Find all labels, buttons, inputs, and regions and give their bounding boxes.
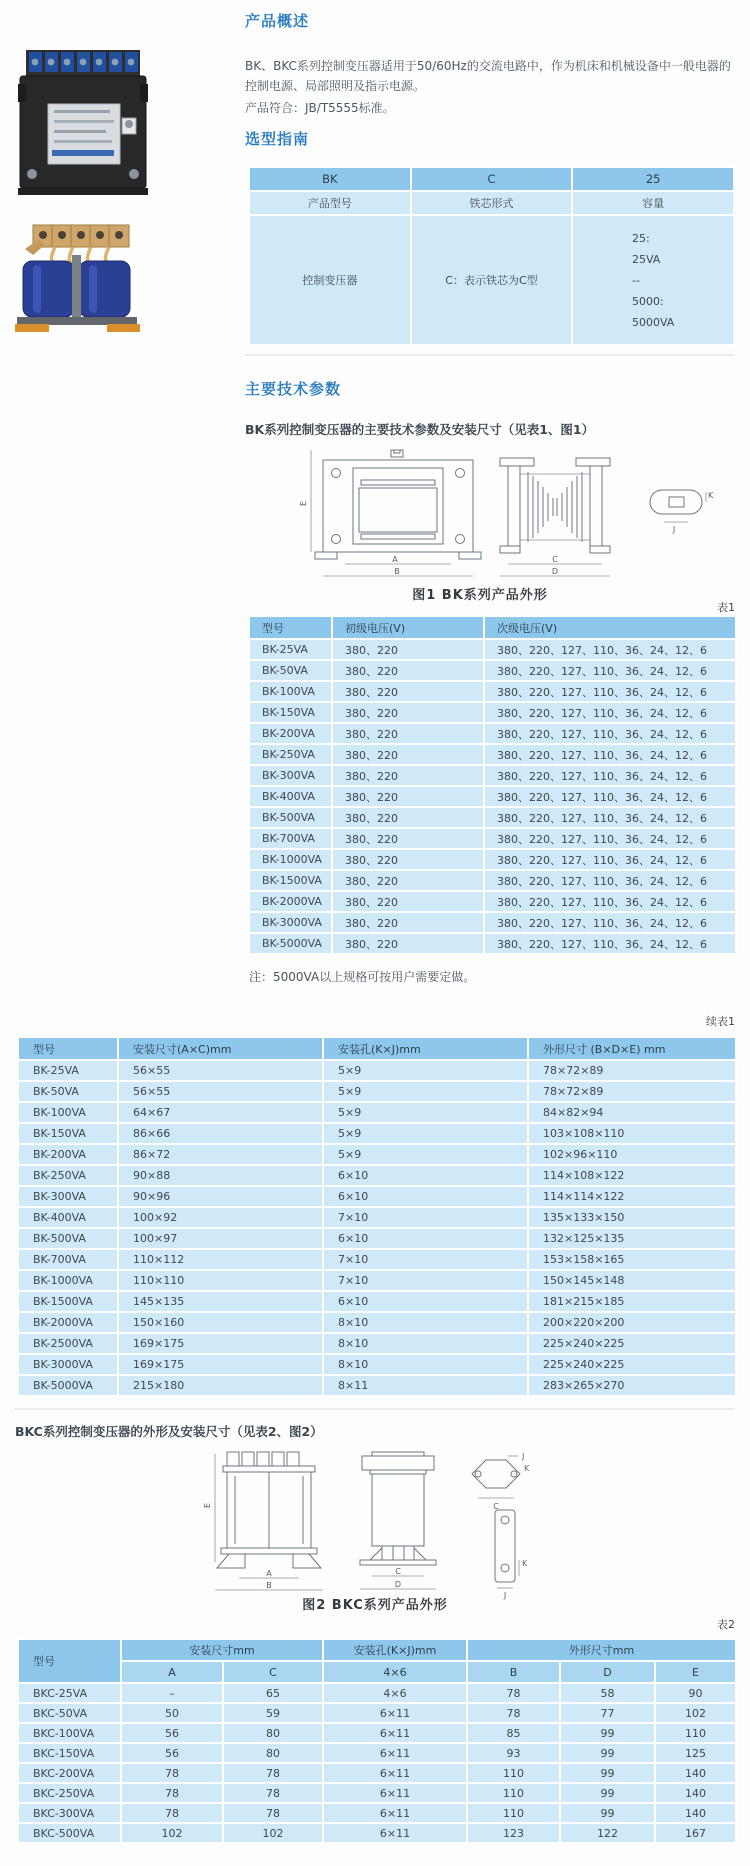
capacity-lines: 25: 25VA -- 5000: 5000VA xyxy=(631,231,675,329)
table-cell: BK-250VA xyxy=(249,744,332,765)
table-cell: 380、220 xyxy=(332,828,484,849)
cont-table-label: 续表1 xyxy=(706,1015,735,1028)
bkc-product-photo xyxy=(15,223,140,333)
table-cell: 102 xyxy=(223,1823,323,1843)
table-row xyxy=(18,1228,736,1249)
table-cell: 150×160 xyxy=(118,1312,323,1333)
table-row xyxy=(249,786,736,807)
table-cell: 110 xyxy=(655,1723,736,1743)
table-row xyxy=(249,891,736,912)
table-cell: 7×10 xyxy=(323,1270,528,1291)
table-row xyxy=(18,1060,736,1081)
table-cell: 型号 xyxy=(249,616,332,639)
selection-heading: 选型指南 xyxy=(245,130,310,148)
table-cell: BK-200VA xyxy=(249,723,332,744)
table-cell: 8×11 xyxy=(323,1375,528,1396)
table-row xyxy=(249,702,736,723)
table-row xyxy=(18,1144,736,1165)
table-cell: BK-150VA xyxy=(18,1123,118,1144)
table-row xyxy=(249,912,736,933)
svg-text:C: C xyxy=(493,1502,499,1511)
table-cell: 86×66 xyxy=(118,1123,323,1144)
table-row xyxy=(18,1703,736,1723)
table-row xyxy=(18,1375,736,1396)
table-cell: BK-200VA xyxy=(18,1144,118,1165)
table-cell: 380、220、127、110、36、24、12、6 xyxy=(484,891,736,912)
section-divider xyxy=(245,354,735,356)
table-cell: BKC-200VA xyxy=(18,1763,121,1783)
table-cell: 110 xyxy=(467,1783,560,1803)
svg-text:E: E xyxy=(299,500,308,506)
table-cell: BKC-250VA xyxy=(18,1783,121,1803)
table-cell: 140 xyxy=(655,1783,736,1803)
table-row xyxy=(18,1661,736,1683)
figure1-caption: 图1 BK系列产品外形 xyxy=(412,588,548,603)
table-cell: 6×11 xyxy=(323,1803,467,1823)
table-cell: 380、220 xyxy=(332,744,484,765)
table-cell: 7×10 xyxy=(323,1249,528,1270)
table-cell: 外形尺寸 (B×D×E) mm xyxy=(528,1037,736,1060)
table-cell: 安装尺寸mm xyxy=(121,1639,323,1661)
table-cell: 100×97 xyxy=(118,1228,323,1249)
svg-text:A: A xyxy=(266,1569,272,1578)
table-cell: 93 xyxy=(467,1743,560,1763)
table-cell: 140 xyxy=(655,1803,736,1823)
table-cell: 85 xyxy=(467,1723,560,1743)
table-row xyxy=(18,1639,736,1661)
table-cell: BK-50VA xyxy=(18,1081,118,1102)
table-cell: 外形尺寸mm xyxy=(467,1639,736,1661)
table-cell: 78 xyxy=(121,1763,223,1783)
table-cell: 铁芯形式 xyxy=(411,191,573,215)
table-cell: BK-700VA xyxy=(249,828,332,849)
table-cell: 380、220 xyxy=(332,933,484,954)
table1-label: 表1 xyxy=(717,601,735,614)
table-cell: 56×55 xyxy=(118,1060,323,1081)
table-cell: 110 xyxy=(467,1803,560,1823)
table-cell: 58 xyxy=(560,1683,655,1703)
table-cell: 283×265×270 xyxy=(528,1375,736,1396)
table-cell: 380、220、127、110、36、24、12、6 xyxy=(484,702,736,723)
table-cell: 102 xyxy=(655,1703,736,1723)
svg-text:D: D xyxy=(394,1580,402,1589)
table-cell: 80 xyxy=(223,1743,323,1763)
table-cell: 99 xyxy=(560,1783,655,1803)
table-cell: 56 xyxy=(121,1743,223,1763)
bk-dimension-table xyxy=(17,1036,737,1397)
table-cell: 380、220 xyxy=(332,786,484,807)
table-cell: 4×6 xyxy=(323,1661,467,1683)
table-cell: 380、220 xyxy=(332,723,484,744)
table-row xyxy=(18,1249,736,1270)
table-cell: 132×125×135 xyxy=(528,1228,736,1249)
table-row xyxy=(249,167,734,191)
table-cell: BKC-50VA xyxy=(18,1703,121,1723)
table-cell: BK-700VA xyxy=(18,1249,118,1270)
table-row xyxy=(249,681,736,702)
table-cell: BK-5000VA xyxy=(249,933,332,954)
table-cell: 380、220 xyxy=(332,849,484,870)
table-row xyxy=(18,1037,736,1060)
table-row xyxy=(18,1354,736,1375)
table-cell: 次级电压(V) xyxy=(484,616,736,639)
table-cell: 8×10 xyxy=(323,1312,528,1333)
table-cell: 80 xyxy=(223,1723,323,1743)
table-row xyxy=(18,1123,736,1144)
table-cell: 380、220 xyxy=(332,639,484,660)
table-cell: 110 xyxy=(467,1763,560,1783)
svg-text:A: A xyxy=(392,555,398,564)
table-row xyxy=(249,933,736,954)
svg-text:K: K xyxy=(522,1559,528,1568)
table-row xyxy=(249,765,736,786)
table-cell: BKC-500VA xyxy=(18,1823,121,1843)
table-cell: 初级电压(V) xyxy=(332,616,484,639)
table-row xyxy=(249,191,734,215)
svg-text:C: C xyxy=(395,1567,401,1576)
table-cell: 380、220、127、110、36、24、12、6 xyxy=(484,912,736,933)
table-row xyxy=(18,1333,736,1354)
table-row xyxy=(18,1803,736,1823)
svg-text:B: B xyxy=(394,567,400,576)
table-cell: 90 xyxy=(655,1683,736,1703)
table-cell: 380、220 xyxy=(332,891,484,912)
table-cell: 6×10 xyxy=(323,1291,528,1312)
table-cell: 140 xyxy=(655,1763,736,1783)
figure1-drawing xyxy=(255,446,715,582)
table-cell: 380、220 xyxy=(332,660,484,681)
table-cell: BK-5000VA xyxy=(18,1375,118,1396)
table-cell: D xyxy=(560,1661,655,1683)
table-row xyxy=(18,1207,736,1228)
table-cell: 78 xyxy=(121,1803,223,1823)
table-cell: 135×133×150 xyxy=(528,1207,736,1228)
table-cell: 5×9 xyxy=(323,1102,528,1123)
table-cell: 安装孔(K×J)mm xyxy=(323,1037,528,1060)
table-cell: BK-1000VA xyxy=(18,1270,118,1291)
table-cell: 122 xyxy=(560,1823,655,1843)
table-cell: 4×6 xyxy=(323,1683,467,1703)
svg-text:C: C xyxy=(552,555,558,564)
table-cell: 77 xyxy=(560,1703,655,1723)
table-cell: 78 xyxy=(121,1783,223,1803)
table-row xyxy=(249,807,736,828)
table-cell: 90×96 xyxy=(118,1186,323,1207)
table-cell: 6×11 xyxy=(323,1703,467,1723)
table-cell: 产品型号 xyxy=(249,191,411,215)
table-cell: BK-300VA xyxy=(249,765,332,786)
table-cell: 380、220 xyxy=(332,870,484,891)
table-cell: 6×10 xyxy=(323,1228,528,1249)
table-cell: BK-1500VA xyxy=(249,870,332,891)
table-cell: 安装孔(K×J)mm xyxy=(323,1639,467,1661)
table-cell: BK-250VA xyxy=(18,1165,118,1186)
table-row xyxy=(249,660,736,681)
table-cell: 99 xyxy=(560,1763,655,1783)
table-cell: BK-2000VA xyxy=(18,1312,118,1333)
table-cell: 控制变压器 xyxy=(249,215,411,345)
table-row xyxy=(249,639,736,660)
table-row xyxy=(18,1683,736,1703)
table-cell: 380、220、127、110、36、24、12、6 xyxy=(484,765,736,786)
table-cell: 380、220 xyxy=(332,702,484,723)
table-cell: BK-50VA xyxy=(249,660,332,681)
table-cell: 225×240×225 xyxy=(528,1354,736,1375)
selection-table xyxy=(248,166,735,346)
table-cell: 86×72 xyxy=(118,1144,323,1165)
table-cell: 215×180 xyxy=(118,1375,323,1396)
table-row xyxy=(18,1743,736,1763)
table-row xyxy=(18,1165,736,1186)
bkc-dimension-table xyxy=(17,1638,737,1844)
table-cell: C xyxy=(223,1661,323,1683)
table-row xyxy=(18,1823,736,1843)
table-cell: BK-3000VA xyxy=(249,912,332,933)
table-cell: 6×10 xyxy=(323,1186,528,1207)
table-cell: 380、220 xyxy=(332,765,484,786)
table-cell: 380、220、127、110、36、24、12、6 xyxy=(484,849,736,870)
table-cell: 6×11 xyxy=(323,1783,467,1803)
overview-heading: 产品概述 xyxy=(245,12,310,30)
table-cell: 6×11 xyxy=(323,1763,467,1783)
table-row xyxy=(18,1723,736,1743)
table-cell: 5×9 xyxy=(323,1060,528,1081)
bk-product-photo xyxy=(18,48,148,195)
table-cell: BKC-300VA xyxy=(18,1803,121,1823)
overview-standard: 产品符合：JB/T5555标准。 xyxy=(245,101,395,115)
table-cell: BKC-25VA xyxy=(18,1683,121,1703)
table-cell: 380、220、127、110、36、24、12、6 xyxy=(484,933,736,954)
table-cell: C：表示铁芯为C型 xyxy=(411,215,573,345)
table-cell: 169×175 xyxy=(118,1354,323,1375)
table-cell: 114×108×122 xyxy=(528,1165,736,1186)
table-cell: 145×135 xyxy=(118,1291,323,1312)
table-cell: C xyxy=(411,167,573,191)
table-cell: 380、220、127、110、36、24、12、6 xyxy=(484,870,736,891)
table-cell: 78 xyxy=(223,1803,323,1823)
figure2-drawing xyxy=(165,1448,585,1600)
table-cell: 102×96×110 xyxy=(528,1144,736,1165)
svg-text:J: J xyxy=(522,1452,525,1461)
table-row xyxy=(18,1783,736,1803)
table-cell xyxy=(572,215,734,345)
table-row xyxy=(18,1763,736,1783)
table-cell: 容量 xyxy=(572,191,734,215)
table-cell: 380、220、127、110、36、24、12、6 xyxy=(484,639,736,660)
table-cell: 8×10 xyxy=(323,1333,528,1354)
table-row xyxy=(249,849,736,870)
table-cell: 110×112 xyxy=(118,1249,323,1270)
table-cell: 5×9 xyxy=(323,1144,528,1165)
table-cell: 99 xyxy=(560,1723,655,1743)
table-row xyxy=(249,828,736,849)
table-cell: 380、220、127、110、36、24、12、6 xyxy=(484,681,736,702)
table2-label: 表2 xyxy=(717,1618,735,1631)
table-row xyxy=(249,870,736,891)
table-row xyxy=(249,744,736,765)
table-cell: 6×11 xyxy=(323,1743,467,1763)
table-cell: 100×92 xyxy=(118,1207,323,1228)
table-cell: 102 xyxy=(121,1823,223,1843)
table-cell: 7×10 xyxy=(323,1207,528,1228)
table-row xyxy=(18,1291,736,1312)
table-cell: 型号 xyxy=(18,1639,121,1683)
tech-heading: 主要技术参数 xyxy=(245,380,342,398)
svg-text:K: K xyxy=(524,1464,530,1473)
table1-note: 注：5000VA以上规格可按用户需要定做。 xyxy=(249,970,476,984)
table-cell: BK-150VA xyxy=(249,702,332,723)
table-cell: 56×55 xyxy=(118,1081,323,1102)
table-cell: 6×11 xyxy=(323,1723,467,1743)
table-cell: 150×145×148 xyxy=(528,1270,736,1291)
overview-paragraph: BK、BKC系列控制变压器适用于50/60Hz的交流电路中，作为机床和机械设备中一般电器的控制电源、局部照明及指示电源。 xyxy=(245,59,731,93)
table-cell: 380、220、127、110、36、24、12、6 xyxy=(484,828,736,849)
table-cell: 8×10 xyxy=(323,1354,528,1375)
table-cell: BK-1500VA xyxy=(18,1291,118,1312)
table-cell: BKC-150VA xyxy=(18,1743,121,1763)
table-row xyxy=(249,616,736,639)
table-cell: BKC-100VA xyxy=(18,1723,121,1743)
table-cell: BK xyxy=(249,167,411,191)
svg-text:B: B xyxy=(266,1581,272,1590)
table-cell: 114×114×122 xyxy=(528,1186,736,1207)
table-cell: 380、220 xyxy=(332,912,484,933)
table-cell: BK-100VA xyxy=(18,1102,118,1123)
table-cell: 65 xyxy=(223,1683,323,1703)
table-cell: 123 xyxy=(467,1823,560,1843)
table-cell: 5×9 xyxy=(323,1123,528,1144)
table-cell: 380、220、127、110、36、24、12、6 xyxy=(484,786,736,807)
bkc-intro-text: BKC系列控制变压器的外形及安装尺寸（见表2、图2） xyxy=(15,1424,323,1439)
table-cell: A xyxy=(121,1661,223,1683)
table-cell: BK-3000VA xyxy=(18,1354,118,1375)
svg-text:J: J xyxy=(503,1591,507,1600)
table-cell: BK-100VA xyxy=(249,681,332,702)
table-row xyxy=(18,1102,736,1123)
table-cell: 380、220、127、110、36、24、12、6 xyxy=(484,744,736,765)
figure2-caption: 图2 BKC系列产品外形 xyxy=(302,1598,448,1613)
table-cell: 380、220、127、110、36、24、12、6 xyxy=(484,807,736,828)
table-cell: BK-25VA xyxy=(249,639,332,660)
table-cell: 78 xyxy=(467,1703,560,1723)
table-cell: 64×67 xyxy=(118,1102,323,1123)
table-cell: BK-2500VA xyxy=(18,1333,118,1354)
table-cell: 99 xyxy=(560,1743,655,1763)
table-cell: 50 xyxy=(121,1703,223,1723)
table-cell: E xyxy=(655,1661,736,1683)
table-cell: 6×11 xyxy=(323,1823,467,1843)
svg-text:D: D xyxy=(551,567,559,576)
table-cell: BK-500VA xyxy=(18,1228,118,1249)
svg-text:J: J xyxy=(672,525,676,534)
table-cell: 90×88 xyxy=(118,1165,323,1186)
table-cell: – xyxy=(121,1683,223,1703)
table-cell: 153×158×165 xyxy=(528,1249,736,1270)
table-cell: 125 xyxy=(655,1743,736,1763)
table-cell: 380、220 xyxy=(332,681,484,702)
table-cell: 103×108×110 xyxy=(528,1123,736,1144)
table-cell: 5×9 xyxy=(323,1081,528,1102)
table-row xyxy=(249,723,736,744)
table-cell: BK-1000VA xyxy=(249,849,332,870)
table-row xyxy=(18,1312,736,1333)
table-cell: 78×72×89 xyxy=(528,1060,736,1081)
table-cell: 84×82×94 xyxy=(528,1102,736,1123)
svg-text:K: K xyxy=(708,491,714,500)
bk-voltage-table xyxy=(248,615,737,955)
table-cell: 380、220 xyxy=(332,807,484,828)
table-row xyxy=(249,215,734,345)
table-row xyxy=(18,1186,736,1207)
table-cell: 25 xyxy=(572,167,734,191)
section-divider xyxy=(15,1408,735,1410)
table-cell: 78 xyxy=(223,1763,323,1783)
table-cell: 78 xyxy=(467,1683,560,1703)
table-cell: B xyxy=(467,1661,560,1683)
table-cell: 380、220、127、110、36、24、12、6 xyxy=(484,723,736,744)
table-cell: 169×175 xyxy=(118,1333,323,1354)
table-cell: 型号 xyxy=(18,1037,118,1060)
table-cell: 167 xyxy=(655,1823,736,1843)
table-cell: 200×220×200 xyxy=(528,1312,736,1333)
table-cell: 56 xyxy=(121,1723,223,1743)
table-cell: 380、220、127、110、36、24、12、6 xyxy=(484,660,736,681)
table-cell: BK-2000VA xyxy=(249,891,332,912)
table-cell: 59 xyxy=(223,1703,323,1723)
table-cell: 99 xyxy=(560,1803,655,1823)
table-cell: 78 xyxy=(223,1783,323,1803)
table-cell: BK-500VA xyxy=(249,807,332,828)
table-cell: 78×72×89 xyxy=(528,1081,736,1102)
table-cell: 6×10 xyxy=(323,1165,528,1186)
table-cell: 安装尺寸(A×C)mm xyxy=(118,1037,323,1060)
table-cell: BK-300VA xyxy=(18,1186,118,1207)
table-cell: BK-400VA xyxy=(249,786,332,807)
table-cell: 225×240×225 xyxy=(528,1333,736,1354)
table-cell: BK-400VA xyxy=(18,1207,118,1228)
table-row xyxy=(18,1270,736,1291)
table-cell: 110×110 xyxy=(118,1270,323,1291)
svg-text:E: E xyxy=(203,1502,212,1508)
table-row xyxy=(18,1081,736,1102)
table-cell: BK-25VA xyxy=(18,1060,118,1081)
table-cell: 181×215×185 xyxy=(528,1291,736,1312)
bk-intro-text: BK系列控制变压器的主要技术参数及安装尺寸（见表1、图1） xyxy=(245,422,595,437)
